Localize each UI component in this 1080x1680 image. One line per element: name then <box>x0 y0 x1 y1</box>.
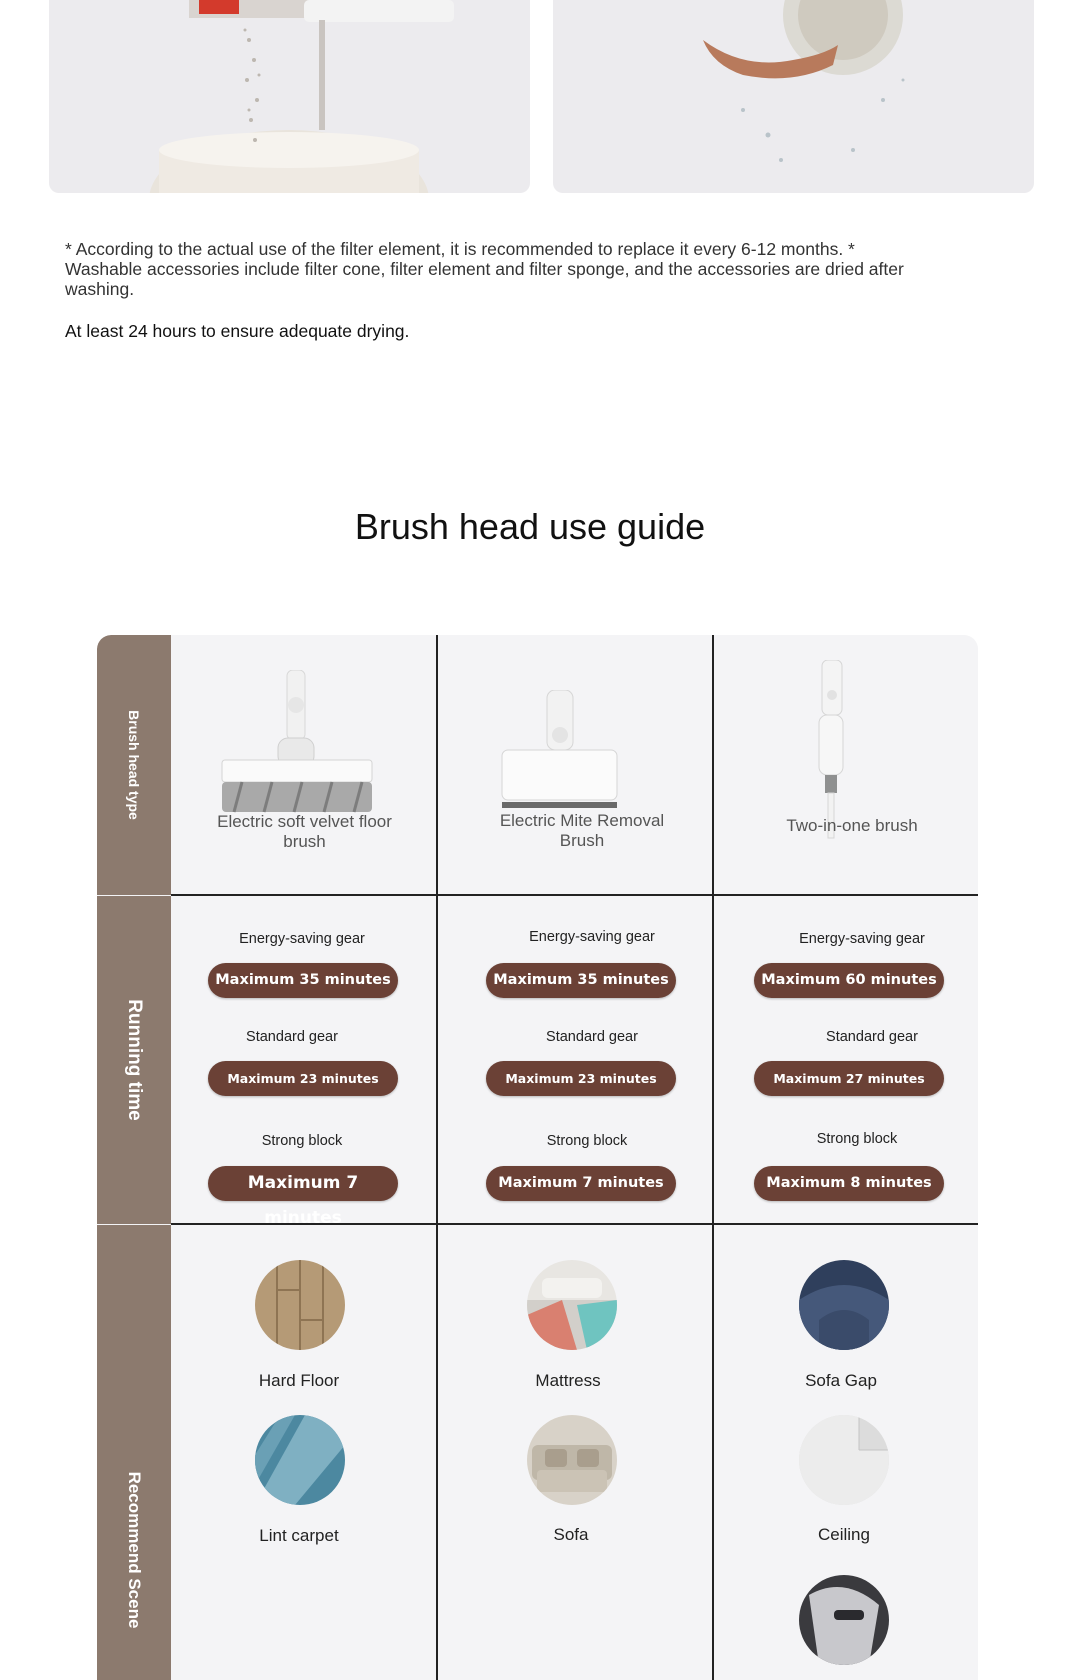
gear-label: Standard gear <box>546 1029 638 1045</box>
scene-label: Sofa Gap <box>805 1371 877 1390</box>
gear-label: Strong block <box>546 1133 628 1149</box>
row-divider <box>171 894 978 896</box>
filter-note: * According to the actual use of the filter element, it is recommended to replace it every 6-12 months. * Washable accessories include filter cone, filter element and filter sponge, and the accessories are dried after washing. <box>65 239 904 299</box>
gear-label: Energy-saving gear <box>529 929 655 945</box>
column-divider <box>436 635 438 1680</box>
row-label: Recommend Scene <box>125 1471 144 1629</box>
lint-carpet-image <box>255 1415 345 1505</box>
hard-floor-image <box>255 1260 345 1350</box>
car-seat-image <box>799 1575 889 1665</box>
runtime-pill: Maximum 7 minutes <box>208 1166 398 1201</box>
two-in-one-brush-image <box>807 660 857 840</box>
gear-label: Standard gear <box>246 1029 338 1045</box>
gear-label: Standard gear <box>826 1029 918 1045</box>
runtime-pill: Maximum 35 minutes <box>208 963 398 998</box>
filter-wash-photo <box>553 0 1034 193</box>
runtime-pill: Maximum 23 minutes <box>208 1061 398 1096</box>
scene-label: Lint carpet <box>259 1526 339 1545</box>
sofa-image <box>527 1415 617 1505</box>
scene-label: Ceiling <box>818 1525 870 1544</box>
row-label: Running time <box>124 999 145 1121</box>
brush-name-two-in-one: Two-in-one brush <box>786 816 918 835</box>
ceiling-image <box>799 1415 889 1505</box>
scene-label: Mattress <box>535 1371 601 1390</box>
care-notes <box>65 239 925 341</box>
filter-rinse-photo <box>49 0 530 193</box>
row-label: Brush head type <box>126 710 142 820</box>
page-title: Brush head use guide <box>354 506 706 547</box>
row-header-recommend-scene <box>97 1225 171 1680</box>
sofa-gap-image <box>799 1260 889 1350</box>
scene-label: Sofa <box>553 1525 589 1544</box>
velvet-floor-brush-image <box>212 670 382 815</box>
runtime-pill: Maximum 23 minutes <box>486 1061 676 1096</box>
brush-name-mite: Electric Mite Removal Brush <box>499 811 665 850</box>
runtime-pill: Maximum 8 minutes <box>754 1166 944 1201</box>
column-divider <box>712 635 714 1680</box>
gear-label: Strong block <box>261 1133 343 1149</box>
runtime-pill: Maximum 35 minutes <box>486 963 676 998</box>
row-header-brush-type <box>97 635 171 895</box>
mite-removal-brush-image <box>497 690 622 815</box>
runtime-pill: Maximum 27 minutes <box>754 1061 944 1096</box>
mattress-image <box>527 1260 617 1350</box>
brush-guide-table <box>97 635 978 1680</box>
gear-label: Energy-saving gear <box>239 931 365 947</box>
scene-label: Hard Floor <box>258 1371 340 1390</box>
runtime-pill: Maximum 60 minutes <box>754 963 944 998</box>
row-header-running-time <box>97 896 171 1224</box>
gear-label: Strong block <box>816 1131 898 1147</box>
drying-note: At least 24 hours to ensure adequate drying. <box>65 321 410 341</box>
runtime-pill: Maximum 7 minutes <box>486 1166 676 1201</box>
brush-name-velvet: Electric soft velvet floor brush <box>217 812 392 851</box>
gear-label: Energy-saving gear <box>799 931 925 947</box>
